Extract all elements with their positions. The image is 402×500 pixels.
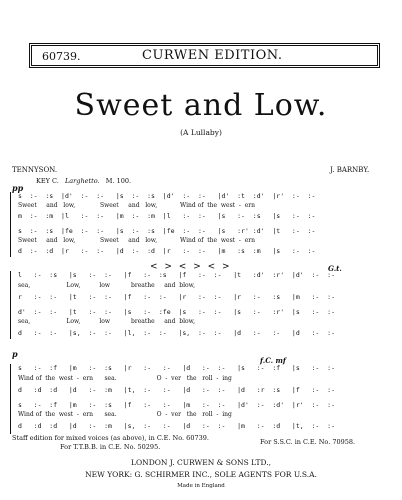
- system-3-alto: d :d :d |d :- :m |t, :- :- |d :- :- |d :r :s |f :- :-: [18, 386, 335, 394]
- dynamic-p: p: [12, 349, 18, 359]
- hairpins: < > < > < >: [150, 262, 232, 272]
- metronome: M. 100.: [105, 177, 132, 185]
- ttbb-edition-note: For T.T.B.B. in C.E. No. 50295.: [60, 443, 161, 451]
- dynamic-pp: pp: [12, 183, 24, 193]
- system-2-tenor: d' :- :- |t :- :- |s :- :fe |s :- :- |s :- :r' |s :- :-: [18, 308, 335, 316]
- composer: J. BARNBY.: [330, 166, 370, 174]
- ssc-edition-note: For S.S.C. in C.E. No. 70958.: [260, 438, 356, 446]
- system-2-brace: [10, 271, 11, 339]
- system-1-alto: m :- :m |l :- :- |m :- :m |l :- :- |s :- :s |s :- :-: [18, 212, 316, 220]
- tempo-marking: [36, 177, 131, 185]
- system-1-bass: d :- :d |r :- :- |d :- :d |r :- :- |m :s :m |s :- :-: [18, 247, 316, 255]
- system-1-lyrics-top: Sweet and low, Sweet and low, Wind of the west - ern: [18, 202, 255, 209]
- system-2-alto: r :- :- |t :- :- |f :- :- |r :- :- |r :- :s |m :- :-: [18, 293, 335, 301]
- system-2-lyrics-top: sea, Low, low breathe and blow,: [18, 282, 195, 289]
- lyricist: TENNYSON.: [12, 166, 58, 174]
- made-in: Made in England: [177, 483, 225, 489]
- dynamic-gt: G.t.: [328, 264, 342, 273]
- system-2-soprano: l :- :s |s :- :- |f :- :s |f :- :- |t :d' :r' |d' :- :-: [18, 271, 335, 279]
- system-3-brace: [10, 364, 11, 434]
- system-1-soprano: s :- :s |d' :- :- |s :- :s |d' :- :- |d' :t :d' |r' :- :-: [18, 192, 316, 200]
- system-3-tenor: s :- :f |m :- :s |f :- :- |m :- :- |d' :- :d' |r' :- :-: [18, 401, 335, 409]
- edition-name: CURWEN EDITION.: [142, 48, 283, 63]
- system-3-lyrics-bottom: Wind of the west - ern sea. O - ver the roll - ing: [18, 411, 232, 418]
- subtitle: (A Lullaby): [180, 128, 222, 137]
- us-agents: NEW YORK: G. SCHIRMER INC., SOLE AGENTS FOR U.S.A.: [85, 470, 317, 479]
- catalog-number: 60739.: [42, 50, 81, 63]
- system-3-lyrics-top: Wind of the west - ern sea. O - ver the roll - ing: [18, 375, 232, 382]
- system-1-tenor: s :- :s |fe :- :- |s :- :s |fe :- :- |s :r' :d' |t :- :-: [18, 227, 316, 235]
- system-2-bass: d :- :- |s, :- :- |l, :- :- |s, :- :- |d :- :- |d :- :-: [18, 329, 335, 337]
- system-3-bass: d :d :d |d :- :m |s, :- :- |d :- :- |m :- :d |t, :- :-: [18, 422, 335, 430]
- publisher: LONDON J. CURWEN & SONS LTD.,: [131, 458, 271, 467]
- system-1-lyrics-bottom: Sweet and low, Sweet and low, Wind of the west - ern: [18, 237, 255, 244]
- system-1-brace: [10, 192, 11, 257]
- staff-edition-note: Staff edition for mixed voices (as above), in C.E. No. 60739.: [12, 434, 209, 442]
- dynamic-mf: f.C. mf: [260, 356, 286, 365]
- system-3-soprano: s :- :f |m :- :s |r :- :- |d :- :- |s :- :f |s :- :-: [18, 364, 335, 372]
- page-title: Sweet and Low.: [74, 88, 328, 123]
- system-2-lyrics-bottom: sea, Low, low breathe and blow,: [18, 318, 195, 325]
- key-signature: KEY C.: [36, 177, 59, 185]
- tempo-text: Larghetto.: [64, 177, 100, 185]
